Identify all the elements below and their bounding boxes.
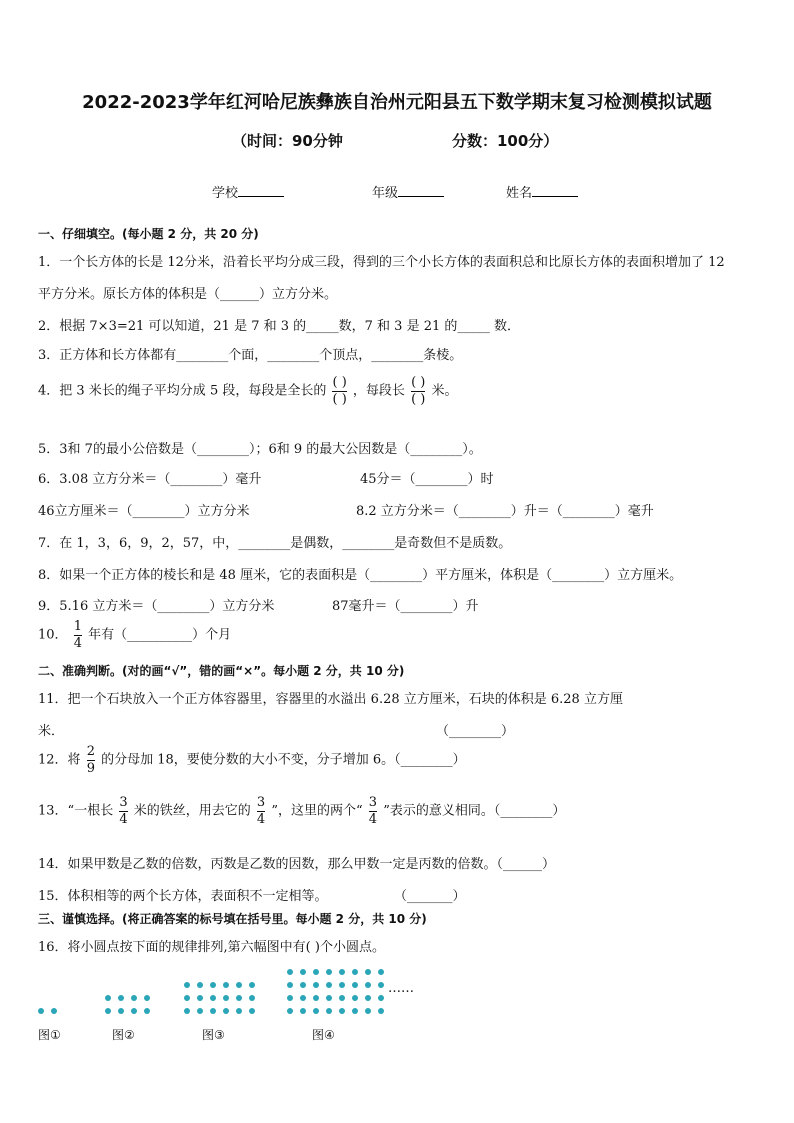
pattern-dot	[144, 1008, 150, 1014]
fraction-blank[interactable]: $\frac{( )}{( )}$	[411, 375, 426, 407]
question-5: 5．3和 7的最小公倍数是（________）；6和 9 的最大公因数是（________）。	[38, 442, 482, 457]
pattern-dot	[352, 969, 358, 975]
question-4-text-b: ，每段长	[352, 383, 405, 399]
pattern-dot	[249, 982, 255, 988]
pattern-dot	[51, 1008, 57, 1014]
fraction-three-quarters: $\frac{3}{4}$	[256, 795, 266, 827]
fraction-blank[interactable]: $\frac{( )}{( )}$	[332, 375, 347, 407]
section-3-heading: 三、谨慎选择。(将正确答案的标号填在括号里。每小题 2 分，共 10 分)	[38, 912, 427, 926]
question-16: 16．将小圆点按下面的规律排列,第六幅图中有( )个小圆点。	[38, 940, 385, 955]
question-12	[38, 745, 466, 775]
pattern-dot	[339, 969, 345, 975]
question-15-answer[interactable]: （_______）	[394, 889, 466, 904]
fraction-one-quarter: $\frac{1}{4}$	[73, 619, 82, 651]
question-6-d: 8.2 立方分米＝（________）升＝（________）毫升	[356, 504, 654, 519]
pattern-dot	[236, 995, 242, 1001]
question-6-c: 46立方厘米＝（________）立方分米	[38, 504, 250, 519]
question-13-text-c: ”，这里的两个“	[271, 803, 363, 819]
exam-score: 分数：100分）	[452, 132, 559, 150]
pattern-dot	[378, 969, 384, 975]
question-11-line-1: 11．把一个石块放入一个正方体容器里，容器里的水溢出 6.28 立方厘米，石块的体积是 6.28 立方厘	[38, 692, 623, 707]
pattern-dot	[236, 1008, 242, 1014]
question-13-text-b: 米的铁丝，用去它的	[133, 803, 251, 819]
question-13-text-a: 13．“一根长	[38, 803, 114, 819]
pattern-dot	[105, 1008, 111, 1014]
name-field[interactable]	[506, 182, 578, 201]
pattern-dot	[249, 1008, 255, 1014]
pattern-dot	[223, 982, 229, 988]
pattern-dot	[365, 995, 371, 1001]
question-6-a: 6．3.08 立方分米＝（________）毫升	[38, 472, 262, 487]
pattern-dot	[118, 1008, 124, 1014]
pattern-dot	[300, 995, 306, 1001]
ellipsis: ……	[388, 981, 414, 996]
school-label: 学校	[212, 186, 239, 201]
question-4-text-c: 米。	[431, 383, 458, 399]
pattern-dot	[197, 982, 203, 988]
question-14: 14．如果甲数是乙数的倍数，丙数是乙数的因数，那么甲数一定是丙数的倍数。（______）	[38, 857, 556, 872]
school-field[interactable]	[212, 182, 284, 201]
pattern-dot	[300, 969, 306, 975]
question-13	[38, 796, 565, 826]
pattern-dot	[118, 995, 124, 1001]
pattern-dot	[223, 995, 229, 1001]
pattern-dot	[352, 995, 358, 1001]
figure-label-2: 图②	[112, 1028, 135, 1042]
question-13-text-d: ”表示的意义相同。（________）	[383, 803, 566, 819]
pattern-dot	[210, 982, 216, 988]
pattern-dot	[326, 969, 332, 975]
pattern-dot	[313, 995, 319, 1001]
pattern-dot	[352, 982, 358, 988]
pattern-dot	[378, 982, 384, 988]
question-11-line-2: 米．	[38, 724, 65, 739]
pattern-dot	[236, 982, 242, 988]
question-10-text: 年有（__________）个月	[88, 627, 232, 643]
pattern-dot	[184, 995, 190, 1001]
pattern-dot	[300, 982, 306, 988]
question-1-line-2: 平方分米。原长方体的体积是（______）立方分米。	[38, 287, 338, 302]
pattern-dot	[287, 1008, 293, 1014]
pattern-dot	[197, 995, 203, 1001]
pattern-dot	[339, 1008, 345, 1014]
question-4	[38, 376, 458, 406]
fraction-three-quarters: $\frac{3}{4}$	[119, 795, 128, 827]
question-12-text-a: 12．将	[38, 752, 81, 768]
grade-field[interactable]	[372, 182, 444, 201]
pattern-dot	[300, 1008, 306, 1014]
fraction-two-ninths: $\frac{2}{9}$	[86, 744, 95, 776]
fraction-three-quarters: $\frac{3}{4}$	[368, 795, 378, 827]
pattern-dot	[131, 1008, 137, 1014]
figure-label-1: 图①	[38, 1028, 61, 1042]
question-11-answer[interactable]: （________）	[436, 724, 515, 739]
question-2: 2．根据 7×3=21 可以知道，21 是 7 和 3 的_____数，7 和 3 是 21 的_____ 数．	[38, 319, 521, 334]
pattern-dot	[339, 995, 345, 1001]
pattern-dot	[365, 982, 371, 988]
figure-label-3: 图③	[202, 1028, 225, 1042]
pattern-dot	[210, 1008, 216, 1014]
question-15-text: 15．体积相等的两个长方体，表面积不一定相等。	[38, 889, 328, 904]
question-6-b: 45分＝（________）时	[360, 472, 494, 487]
name-label: 姓名	[506, 186, 533, 201]
pattern-dot	[365, 969, 371, 975]
exam-time: （时间：90分钟	[232, 132, 343, 150]
pattern-dot	[184, 982, 190, 988]
section-1-heading: 一、仔细填空。(每小题 2 分，共 20 分)	[38, 227, 259, 241]
pattern-dot	[339, 982, 345, 988]
grade-label: 年级	[372, 186, 399, 201]
pattern-dot	[352, 1008, 358, 1014]
pattern-dot	[365, 1008, 371, 1014]
section-2-heading: 二、准确判断。(对的画“√”，错的画“×”。每小题 2 分，共 10 分)	[38, 664, 405, 678]
pattern-dot	[313, 969, 319, 975]
pattern-dot	[313, 982, 319, 988]
pattern-dot	[287, 995, 293, 1001]
question-9-b: 87毫升＝（________）升	[332, 599, 479, 614]
question-7: 7．在 1，3，6，9，2，57，中，________是偶数，________是奇数但不是质数。	[38, 536, 512, 551]
pattern-dot	[184, 1008, 190, 1014]
pattern-dot	[378, 1008, 384, 1014]
pattern-dot	[326, 995, 332, 1001]
question-3: 3．正方体和长方体都有________个面，________个顶点，________条棱。	[38, 348, 463, 363]
pattern-dot	[326, 1008, 332, 1014]
pattern-dot	[249, 995, 255, 1001]
question-1-line-1: 1．一个长方体的长是 12分米，沿着长平均分成三段，得到的三个小长方体的表面积总和比原长方体的表面积增加了 12	[38, 255, 725, 270]
question-10	[38, 620, 231, 650]
pattern-dot	[223, 1008, 229, 1014]
question-12-text-b: 的分母加 18，要使分数的大小不变，分子增加 6。（________）	[101, 752, 466, 768]
question-9-a: 9．5.16 立方米＝（________）立方分米	[38, 599, 275, 614]
pattern-dot	[38, 1008, 44, 1014]
pattern-dot	[131, 995, 137, 1001]
question-8: 8．如果一个正方体的棱长和是 48 厘米，它的表面积是（________）平方厘米，体积是（________）立方厘米。	[38, 568, 683, 583]
pattern-dot	[210, 995, 216, 1001]
page-title: 2022-2023学年红河哈尼族彝族自治州元阳县五下数学期末复习检测模拟试题	[82, 92, 712, 113]
pattern-dot	[144, 995, 150, 1001]
pattern-dot	[197, 1008, 203, 1014]
pattern-dot	[326, 982, 332, 988]
pattern-dot	[287, 969, 293, 975]
pattern-dot	[378, 995, 384, 1001]
pattern-dot	[287, 982, 293, 988]
figure-label-4: 图④	[312, 1028, 335, 1042]
pattern-dot	[105, 995, 111, 1001]
question-4-text-a: 4．把 3 米长的绳子平均分成 5 段，每段是全长的	[38, 383, 327, 399]
question-10-number: 10．	[38, 627, 68, 643]
pattern-dot	[313, 1008, 319, 1014]
